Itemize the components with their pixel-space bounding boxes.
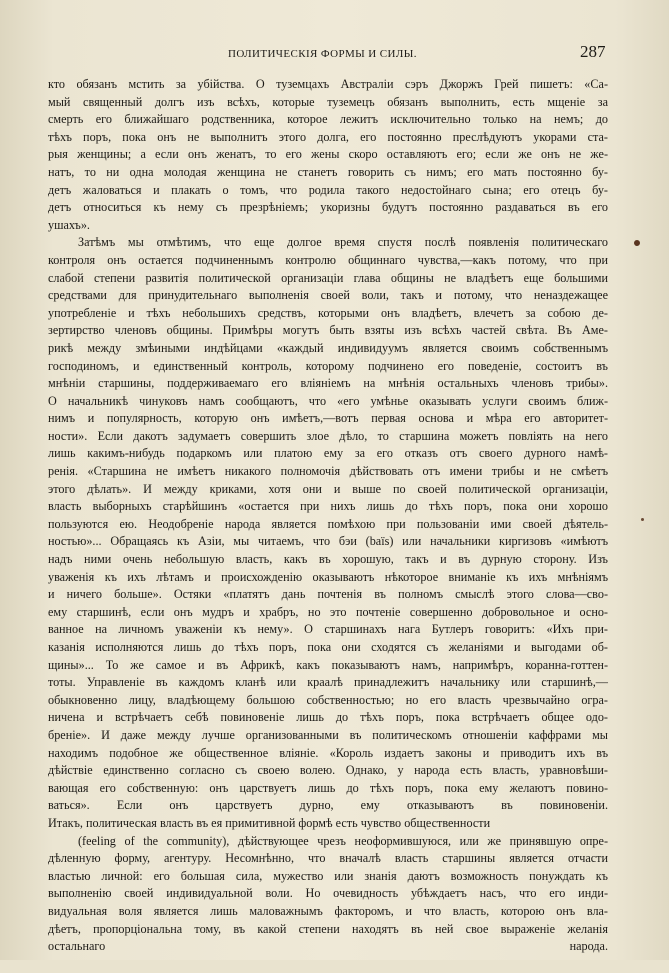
text-line: ушахъ». <box>48 217 90 232</box>
text-line: власть выборныхъ старѣйшинъ «остается при нихъ лишь до тѣхъ поръ, пока они хорошо <box>48 499 608 514</box>
text-line: О начальникѣ чинуковъ намъ сообщаютъ, что «его умѣнье оказывать услуги своимъ ближ- <box>48 393 608 408</box>
text-line: ничена и встрѣчаетъ себѣ повиновеніе лишь до тѣхъ поръ, пока встрѣчаетъ общее одо- <box>48 710 608 725</box>
text-line: мый священный долгъ изъ всѣхъ, которые туземецъ обязанъ выполнить, есть мщеніе за <box>48 94 608 109</box>
text-line: вающая его собственную: онъ царствуетъ лишь до тѣхъ поръ, пока ему желаютъ повино- <box>48 780 608 795</box>
text-line: детъ жаловаться и плакать о томъ, что родила такого недостойнаго сына; его отецъ бу- <box>48 182 608 197</box>
text-line: дѣйствіе единственно согласно съ своею волею. Однако, у народа есть власть, уравновѣши- <box>48 763 608 778</box>
text-line: ванное на личномъ уваженіи къ нему». О старшинахъ нага Бутлеръ говоритъ: «Ихъ при- <box>48 622 608 637</box>
text-line: зертирство членовъ общины. Примѣры могутъ быть взяты изъ всѣхъ частей свѣта. Въ Аме- <box>48 323 608 338</box>
text-line: властью личной: его большая сила, мужество или знанія даютъ возможность понуждать къ <box>48 868 608 883</box>
text-line: и ничего больше». Остяки «платятъ дань почтенія въ полномъ смыслѣ этого слова—сво- <box>48 587 608 602</box>
text-line: детъ относиться къ нему съ презрѣніемъ; укоризны будутъ постоянно раздаваться въ его <box>48 200 608 215</box>
text-line: кто обязанъ мстить за убійства. О туземцахъ Австраліи сэръ Джоржъ Грей пишетъ: «Са- <box>48 77 608 91</box>
text-line: ваться». Если онъ царствуетъ дурно, ему отказываютъ въ повиновеніи. <box>48 798 608 813</box>
page-header <box>0 44 669 64</box>
text-line: натъ, то ни одна молодая женщина не станетъ говорить съ нимъ; его мать постоянно бу- <box>48 164 608 179</box>
text-line: средствами для принудительнаго выполненія своей воли, такъ и потому, что неназдежащее <box>48 288 608 303</box>
body-text <box>48 76 608 973</box>
text-line: пользуются ею. Неодобреніе народа является помѣхою при пользованіи ими своей дѣятель- <box>48 516 608 531</box>
text-line: видуальная воля является лишь маловажнымъ факторомъ, и что власть, которою онъ вла- <box>48 903 608 918</box>
text-line: употребленіе и тѣхъ небольшихъ средствъ, которыми онъ владѣетъ, влечетъ за собою де- <box>48 305 608 320</box>
text-line: казанія исполняются лишь до тѣхъ поръ, пока они сходятся съ желаніями и выгодами об- <box>48 640 608 654</box>
text-line: дѣетъ, пропорціональна тому, въ какой степени находятъ въ ней свое выраженіе желанія <box>48 921 608 936</box>
text-line: ренія. «Старшина не имѣетъ никакого полномочія дѣйствовать отъ имени трибы и не смѣетъ <box>48 464 608 479</box>
text-line: смерть его ближайшаго родственника, которое лежитъ исключительно только на немъ; до <box>48 112 608 127</box>
text-line: нимъ и популярность, которую онъ имѣетъ,—вотъ первая основа и мѣра его авторитет- <box>48 411 608 426</box>
running-title: ПОЛИТИЧЕСКІЯ ФОРМЫ И СИЛЫ. <box>228 48 417 60</box>
text-line: остальнаго народа. <box>48 939 608 954</box>
text-line: лишь какимъ-нибудь подаркомъ или платою ему за его отказъ отъ своего дурного намѣ- <box>48 446 608 461</box>
text-line: ностью»... Обращаясь къ Азіи, мы читаемъ, что бэи (baïs) или начальники киргизовъ «имѣютъ <box>48 534 608 549</box>
text-line: ности». Если дакотъ задумаетъ совершить злое дѣло, то старшина можетъ повліять на него <box>48 428 608 443</box>
text-line: ему старшинѣ, если онъ мудръ и храбръ, но это почтеніе совершенно добровольное и осно- <box>48 604 608 619</box>
text-line: находимъ подобное же общественное вліяніе. «Король издаетъ законы и приводитъ ихъ въ <box>48 745 608 760</box>
text-line: этого дѣлать». И между криками, хотя они и выше по своей политической организаціи, <box>48 481 608 496</box>
ink-spot <box>634 240 640 246</box>
text-line <box>48 956 608 973</box>
text-line: выполненію своей индивидуальной воли. Но очевидность убѣждаетъ насъ, что его инди- <box>48 886 608 901</box>
text-line: уваженія къ ихъ лѣтамъ и происхожденію оказываютъ нѣкоторое вниманіе къ ихъ мнѣніямъ <box>48 569 608 584</box>
text-line: тоты. Управленіе въ каждомъ кланѣ или краалѣ принадлежитъ начальнику или старшинѣ,— <box>48 675 608 690</box>
text-line: господиномъ, и единственный контроль, которому подчинено его поведеніе, состоитъ въ <box>48 358 608 373</box>
text-line: бреніе». И даже между лучше организованными въ политическомъ отношеніи каффрами мы <box>48 727 608 742</box>
page-number: 287 <box>580 42 606 61</box>
text-line: контроля онъ остается подчиненнымъ контролю общиннаго чувства,—какъ потому, что при <box>48 252 608 267</box>
text-line: мнѣніи старшины, поддерживаемаго его вліяніемъ на мнѣнія остальныхъ членовъ трибы». <box>48 376 608 391</box>
text-line: (feeling of the community), дѣйствующее чрезъ неоформившуюся, или же принявшую опре- <box>78 833 608 848</box>
text-line: обыкновенно лицу, владѣющему большою собственностью; но его власть чрезвычайно огра- <box>48 692 608 707</box>
text-line: рикѣ между змѣиными индѣйцами «каждый индивидуумъ является своимъ собственнымъ <box>48 340 608 355</box>
text-line: дѣленную форму, агентуру. Несомнѣнно, что вначалѣ власть старшины является отчасти <box>48 851 608 866</box>
text-line: надъ ними очень небольшую власть, какъ въ хорошую, такъ и въ дурную сторону. Изъ <box>48 552 608 567</box>
ink-spot-small <box>641 518 644 521</box>
text-line: тѣхъ поръ, пока онъ не выполнитъ этого долга, его постоянно преслѣдуютъ укорами ста- <box>48 129 608 144</box>
text-line: Затѣмъ мы отмѣтимъ, что еще долгое время спустя послѣ появленія политическаго <box>78 235 608 250</box>
text-line: щины»... То же самое и въ Африкѣ, какъ показываютъ намъ, напримѣръ, коранна-готтен- <box>48 657 608 672</box>
text-line: Итакъ, политическая власть въ ея примитивной формѣ есть чувство общественности <box>48 815 491 830</box>
text-line: рыя женщины; а если онъ женатъ, то его жены скоро оставляютъ его; если же онъ не же- <box>48 147 608 162</box>
text-line: слабой степени развитія политической организаціи глава общины не владѣетъ еще большими <box>48 270 608 285</box>
